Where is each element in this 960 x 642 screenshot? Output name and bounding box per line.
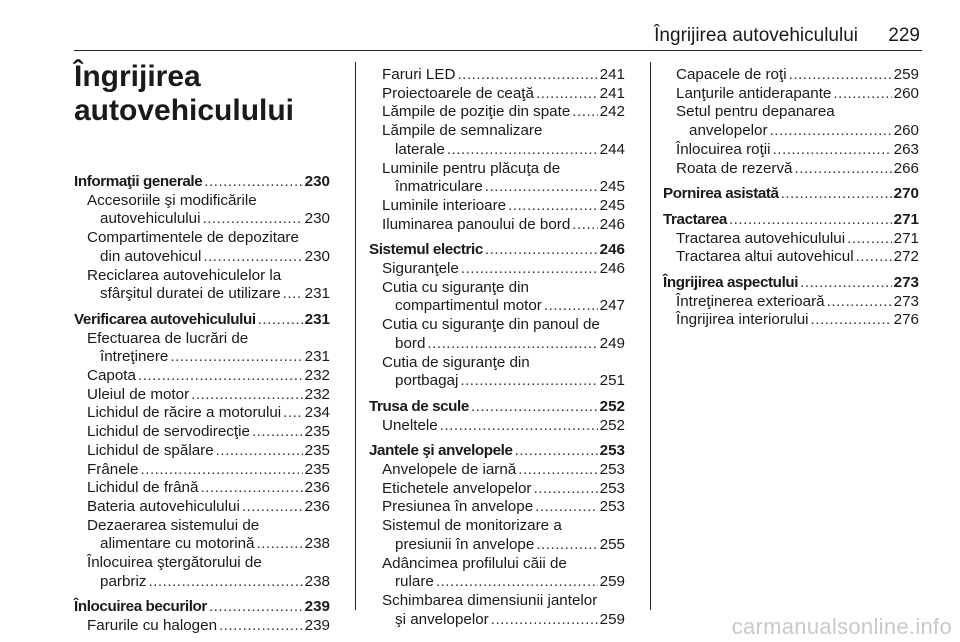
toc-entry-label: Sistemul electric [369, 241, 483, 259]
dot-leader [216, 442, 303, 461]
toc-entry-lead: Reciclarea autovehiculelor la [87, 266, 282, 284]
toc-entry-label: laterale [395, 140, 445, 158]
toc-entry-label: Frânele [87, 460, 139, 478]
toc-entry[interactable] [369, 592, 625, 629]
toc-entry[interactable] [369, 517, 625, 554]
dot-leader [533, 480, 597, 499]
toc-entry[interactable] [663, 103, 919, 140]
toc-entry-label: Capacele de roţi [676, 66, 787, 83]
toc-page-number: 230 [304, 173, 330, 190]
toc-page-number: 231 [304, 285, 330, 303]
dot-leader [856, 248, 892, 267]
toc-page-number: 239 [304, 617, 330, 635]
toc-page-number: 235 [304, 441, 330, 459]
dot-leader [572, 103, 597, 122]
dot-leader [508, 197, 598, 216]
dot-leader [536, 85, 598, 104]
dot-leader [191, 386, 303, 405]
dot-leader [148, 573, 302, 592]
toc-entry-label: Lichidul de răcire a motorului [87, 404, 282, 422]
dot-leader [447, 141, 598, 160]
toc-entry[interactable] [369, 417, 625, 436]
toc-entry[interactable] [74, 267, 330, 304]
toc-entry-lead: Sistemul de monitorizare a [382, 517, 562, 535]
toc-entry-label: Îngrijirea interiorului [676, 311, 809, 329]
toc-page-number: 253 [599, 442, 625, 460]
toc-entry-label: autovehiculului [100, 210, 201, 228]
toc-entry-label: şi anvelopelor [395, 610, 489, 628]
dot-leader [461, 260, 598, 279]
toc-entry[interactable] [369, 260, 625, 279]
toc-page-number: 245 [599, 178, 625, 196]
dot-leader [457, 66, 597, 85]
dot-leader [209, 598, 303, 617]
toc-entry[interactable] [369, 279, 625, 316]
toc-page-number: 253 [599, 479, 625, 497]
toc-entry-label: din autovehicul [100, 247, 202, 265]
toc-page-number: 259 [599, 573, 625, 591]
dot-leader [460, 372, 597, 391]
dot-leader [536, 536, 597, 555]
dot-leader [770, 122, 892, 141]
toc-page-number: 271 [893, 210, 919, 228]
toc-page-number: 235 [304, 423, 330, 441]
toc-page-number: 273 [893, 292, 919, 310]
toc-entry[interactable] [369, 103, 625, 122]
toc-section-entry[interactable] [369, 442, 625, 461]
toc-entry-label: Proiectoarele de ceaţă [382, 84, 534, 102]
dot-leader [200, 479, 302, 498]
toc-entry-label: Tractarea [663, 210, 727, 228]
toc-entry-lead: Luminile pentru plăcuţa de [382, 159, 561, 177]
toc-column-2 [369, 66, 625, 629]
toc-entry[interactable] [663, 66, 919, 85]
toc-entry[interactable] [74, 554, 330, 591]
toc-section-entry[interactable] [369, 398, 625, 417]
column-divider [355, 62, 356, 610]
toc-page-number: 238 [304, 572, 330, 590]
toc-page-number: 249 [599, 334, 625, 352]
toc-page-number: 244 [599, 140, 625, 158]
dot-leader [789, 66, 892, 85]
dot-leader [827, 293, 892, 312]
toc-page-number: 253 [599, 498, 625, 516]
toc-entry-lead: Cutia cu siguranţe din [382, 278, 529, 296]
toc-page-number: 231 [304, 348, 330, 366]
dot-leader [544, 297, 598, 316]
toc-page-number: 255 [599, 535, 625, 553]
toc-entry-label: Lichidul de frână [87, 479, 199, 497]
toc-page-number: 259 [893, 66, 919, 83]
toc-entry-label: Tractarea altui autovehicul [676, 248, 854, 266]
dot-leader [833, 85, 891, 104]
toc-entry-label: Îngrijirea aspectului [663, 274, 799, 292]
toc-page-number: 270 [893, 185, 919, 203]
toc-page-number: 276 [893, 311, 919, 329]
toc-entry-label: Întreţinerea exterioară [676, 292, 825, 310]
toc-entry-label: Pornirea asistată [663, 185, 779, 203]
toc-entry-lead: Cutia cu siguranţe din panoul de [382, 316, 600, 334]
dot-leader [427, 335, 597, 354]
toc-entry[interactable] [369, 160, 625, 197]
toc-column-3 [663, 66, 919, 330]
toc-page-number: 253 [599, 461, 625, 479]
dot-leader [515, 442, 598, 461]
toc-entry[interactable] [369, 316, 625, 353]
toc-column-1 [74, 173, 330, 636]
dot-leader [283, 404, 302, 423]
toc-section-entry[interactable] [74, 311, 330, 330]
toc-entry-label: Siguranţele [382, 260, 459, 278]
toc-page-number: 263 [893, 140, 919, 158]
dot-leader [800, 274, 892, 293]
toc-entry-label: alimentare cu motorină [100, 535, 255, 553]
dot-leader [847, 230, 892, 249]
toc-entry[interactable] [74, 330, 330, 367]
toc-entry[interactable] [74, 404, 330, 423]
toc-entry-label: Lămpile de poziţie din spate [382, 103, 571, 121]
toc-entry-lead: Lămpile de semnalizare [382, 122, 543, 140]
toc-entry-label: Lanţurile antiderapante [676, 84, 832, 102]
toc-entry-label: Lichidul de spălare [87, 441, 214, 459]
toc-page-number: 246 [599, 260, 625, 278]
page-header [74, 24, 922, 51]
toc-page-number: 232 [304, 385, 330, 403]
toc-entry-label: Capota [87, 367, 136, 385]
toc-entry-label: Presiunea în anvelope [382, 498, 534, 516]
dot-leader [256, 535, 302, 554]
toc-entry-label: Verificarea autovehiculului [74, 310, 256, 328]
toc-page-number: 236 [304, 479, 330, 497]
dot-leader [141, 461, 303, 480]
header-page-number: 229 [888, 25, 920, 46]
toc-entry[interactable] [663, 141, 919, 160]
toc-entry-lead: Adâncimea profilului căii de [382, 554, 567, 572]
toc-entry-label: sfârşitul duratei de utilizare [100, 285, 281, 303]
toc-page-number: 259 [599, 610, 625, 628]
toc-page-number: 247 [599, 297, 625, 315]
toc-entry-label: Înlocuirea becurilor [74, 598, 207, 616]
toc-entry[interactable] [369, 480, 625, 499]
toc-entry[interactable] [663, 160, 919, 179]
toc-page-number: 236 [304, 497, 330, 515]
toc-page-number: 260 [893, 122, 919, 140]
toc-entry-lead: Cutia de siguranţe din [382, 353, 530, 371]
watermark: carmanualsonline.info [731, 614, 952, 639]
dot-leader [440, 417, 598, 436]
toc-page-number: 266 [893, 159, 919, 177]
toc-entry[interactable] [74, 461, 330, 480]
column-divider [650, 62, 651, 610]
toc-entry-lead: Setul pentru depanarea [676, 103, 835, 121]
dot-leader [202, 210, 302, 229]
toc-entry-label: Etichetele anvelopelor [382, 479, 532, 497]
toc-page-number: 239 [304, 598, 330, 616]
dot-leader [203, 248, 302, 267]
toc-entry[interactable] [74, 192, 330, 229]
toc-entry[interactable] [369, 555, 625, 592]
toc-page-number: 251 [599, 372, 625, 390]
toc-entry-label: Farurile cu halogen [87, 617, 218, 635]
toc-entry-label: Tractarea autovehiculului [676, 229, 846, 247]
toc-entry[interactable] [74, 386, 330, 405]
dot-leader [283, 285, 303, 304]
toc-section-entry[interactable] [663, 185, 919, 204]
dot-leader [491, 611, 598, 630]
toc-entry-label: Anvelopele de iarnă [382, 461, 517, 479]
dot-leader [781, 185, 892, 204]
toc-section-entry[interactable] [74, 598, 330, 617]
toc-section-entry[interactable] [74, 173, 330, 192]
toc-page-number: 235 [304, 460, 330, 478]
toc-entry[interactable] [369, 354, 625, 391]
dot-leader [795, 160, 892, 179]
header-title: Îngrijirea autovehiculului [654, 25, 858, 46]
toc-page-number: 234 [304, 404, 330, 422]
dot-leader [170, 348, 302, 367]
dot-leader [219, 617, 303, 636]
toc-entry-label: Jantele şi anvelopele [369, 442, 513, 460]
toc-section-entry[interactable] [663, 274, 919, 293]
toc-entry[interactable] [369, 122, 625, 159]
dot-leader [258, 311, 303, 330]
dot-leader [485, 178, 598, 197]
dot-leader [729, 211, 892, 230]
toc-entry[interactable] [74, 367, 330, 386]
toc-page-number: 241 [599, 66, 625, 83]
toc-page-number: 230 [304, 210, 330, 228]
chapter-title: Îngrijirea autovehiculului [74, 60, 295, 127]
toc-entry-label: rulare [395, 573, 434, 591]
toc-entry-label: parbriz [100, 572, 147, 590]
toc-entry[interactable] [369, 498, 625, 517]
toc-entry[interactable] [74, 617, 330, 636]
toc-entry[interactable] [663, 230, 919, 249]
toc-entry[interactable] [74, 229, 330, 266]
toc-entry-lead: Dezaerarea sistemului de [87, 516, 260, 534]
toc-page-number: 272 [893, 248, 919, 266]
toc-page-number: 238 [304, 535, 330, 553]
dot-leader [485, 241, 598, 260]
toc-entry[interactable] [369, 461, 625, 480]
toc-entry-lead: Efectuarea de lucrări de [87, 329, 249, 347]
toc-entry[interactable] [369, 197, 625, 216]
toc-entry[interactable] [369, 66, 625, 85]
toc-entry[interactable] [663, 85, 919, 104]
toc-entry-lead: Înlocuirea ştergătorului de [87, 554, 262, 572]
dot-leader [773, 141, 892, 160]
toc-entry[interactable] [74, 442, 330, 461]
toc-entry[interactable] [663, 311, 919, 330]
toc-page-number: 230 [304, 247, 330, 265]
toc-entry-label: Uneltele [382, 416, 438, 434]
toc-page-number: 245 [599, 196, 625, 214]
toc-entry-label: Luminile interioare [382, 196, 507, 214]
toc-entry[interactable] [369, 85, 625, 104]
dot-leader [811, 311, 892, 330]
toc-section-entry[interactable] [663, 211, 919, 230]
toc-entry[interactable] [74, 517, 330, 554]
toc-page-number: 246 [599, 215, 625, 233]
toc-entry-label: portbagaj [395, 372, 459, 390]
dot-leader [252, 423, 303, 442]
dot-leader [535, 498, 598, 517]
toc-page-number: 246 [599, 241, 625, 259]
toc-entry-label: anvelopelor [689, 122, 768, 140]
toc-entry-lead: Compartimentele de depozitare [87, 229, 299, 247]
dot-leader [138, 367, 303, 386]
toc-entry-label: Uleiul de motor [87, 385, 190, 403]
dot-leader [518, 461, 597, 480]
toc-entry-label: Informaţii generale [74, 173, 203, 190]
toc-entry[interactable] [74, 479, 330, 498]
toc-entry[interactable] [74, 423, 330, 442]
toc-entry-label: Lichidul de servodirecţie [87, 423, 250, 441]
toc-entry[interactable] [74, 498, 330, 517]
toc-page-number: 241 [599, 84, 625, 102]
dot-leader [242, 498, 303, 517]
toc-entry[interactable] [369, 216, 625, 235]
toc-page-number: 271 [893, 229, 919, 247]
dot-leader [471, 398, 598, 417]
toc-page-number: 252 [599, 416, 625, 434]
toc-entry-lead: Accesoriile şi modificările [87, 191, 257, 209]
toc-entry-label: Înlocuirea roţii [676, 140, 771, 158]
toc-page-number: 260 [893, 84, 919, 102]
toc-entry-lead: Schimbarea dimensiunii jantelor [382, 591, 598, 609]
toc-entry-label: presiunii în anvelope [395, 535, 535, 553]
toc-entry-label: Faruri LED [382, 66, 456, 83]
toc-entry-label: Roata de rezervă [676, 159, 793, 177]
toc-page-number: 232 [304, 367, 330, 385]
toc-page-number: 273 [893, 274, 919, 292]
toc-entry-label: Iluminarea panoului de bord [382, 215, 571, 233]
dot-leader [436, 573, 598, 592]
toc-entry-label: Trusa de scule [369, 397, 469, 415]
dot-leader [204, 173, 302, 192]
toc-entry-label: întreţinere [100, 348, 169, 366]
toc-entry[interactable] [663, 293, 919, 312]
toc-entry-label: Bateria autovehiculului [87, 497, 240, 515]
toc-entry-label: înmatriculare [395, 178, 483, 196]
toc-page-number: 252 [599, 397, 625, 415]
toc-section-entry[interactable] [369, 241, 625, 260]
toc-page-number: 231 [304, 310, 330, 328]
toc-page-number: 242 [599, 103, 625, 121]
toc-entry-label: bord [395, 334, 426, 352]
toc-entry-label: compartimentul motor [395, 297, 542, 315]
dot-leader [572, 216, 597, 235]
toc-entry[interactable] [663, 248, 919, 267]
